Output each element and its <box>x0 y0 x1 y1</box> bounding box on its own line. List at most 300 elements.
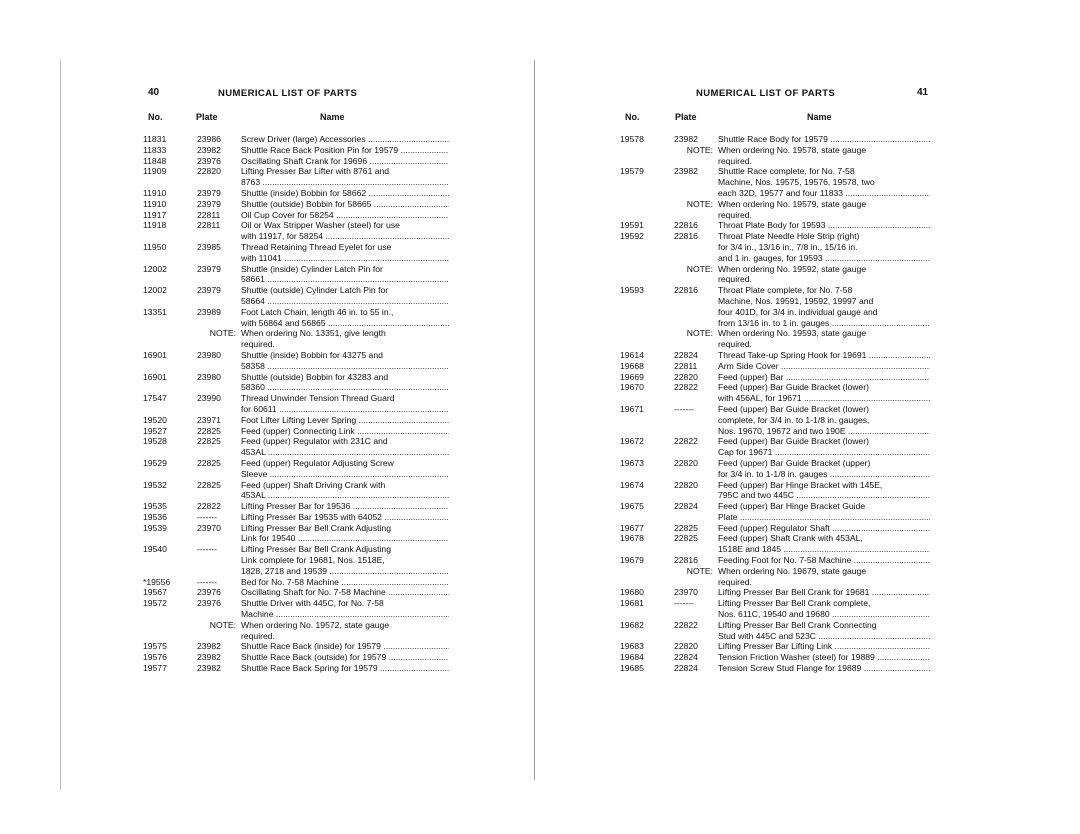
text-line: 8763 ..... <box>241 177 449 188</box>
part-number: 19532 <box>143 479 167 490</box>
right-page <box>540 0 1080 834</box>
text-line: Feed (upper) Shaft Crank with 453AL, <box>718 533 863 544</box>
part-name <box>718 350 930 361</box>
table-row <box>143 372 449 394</box>
part-number: 19674 <box>620 479 644 490</box>
table-row <box>620 285 930 328</box>
note-text <box>241 328 449 350</box>
text-line: Shuttle Driver with 445C, for No. 7-58 <box>241 598 384 609</box>
table-row <box>620 361 930 372</box>
text-line: 58358 ..... <box>241 361 449 372</box>
plate-number: 22820 <box>674 457 698 468</box>
part-number: 19672 <box>620 436 644 447</box>
table-row <box>143 156 449 167</box>
part-number: 19540 <box>143 544 167 555</box>
page-number: 41 <box>917 87 929 98</box>
part-name <box>718 663 930 674</box>
text-line: Oil or Wax Stripper Washer (steel) for use <box>241 220 400 231</box>
plate-number: ------- <box>674 598 695 609</box>
plate-number: 22825 <box>197 436 221 447</box>
part-number: 19575 <box>143 641 167 652</box>
part-number: 11831 <box>143 134 167 144</box>
text-line: four 401D, for 3/4 in. individual gauge and <box>718 306 878 317</box>
table-row <box>143 199 449 210</box>
text-line: Lifting Presser Bar Bell Crank for 19681 ..... <box>718 587 930 598</box>
plate-number: 23982 <box>674 166 698 177</box>
text-line: When ordering No. 13351, give length <box>241 328 386 339</box>
part-number: 19684 <box>620 652 644 663</box>
part-name <box>241 523 449 545</box>
text-line: Oil Cup Cover for 58254 ..... <box>241 210 449 221</box>
note-label: NOTE: <box>686 263 713 274</box>
text-line: Thread Unwinder Tension Thread Guard <box>241 393 395 404</box>
plate-number: 22825 <box>197 425 221 436</box>
plate-number: 22816 <box>674 220 698 231</box>
text-line: required. <box>718 339 752 350</box>
note-row <box>620 145 930 167</box>
plate-number: 22825 <box>197 457 221 468</box>
plate-number: 23979 <box>197 263 221 274</box>
part-name <box>241 199 449 210</box>
plate-number: 23986 <box>197 134 221 144</box>
part-number: 16901 <box>143 371 167 382</box>
note-label: NOTE: <box>686 144 713 155</box>
text-line: with 56864 and 56865 ..... <box>241 318 449 329</box>
part-number: 11909 <box>143 166 167 177</box>
text-line: Shuttle Race Back (inside) for 19579 ..... <box>241 641 449 652</box>
text-line: each 32D, 19577 and four 11833 ..... <box>718 188 930 199</box>
part-number: 19535 <box>143 501 167 512</box>
part-number: 17547 <box>143 393 167 404</box>
column-header-plate: Plate <box>196 112 218 122</box>
part-name <box>241 415 449 426</box>
plate-number: ------- <box>197 544 218 555</box>
text-line: with 11041 ..... <box>241 253 449 264</box>
text-line: Link complete for 19681, Nos. 1518E, <box>241 555 385 566</box>
text-line: Nos. 611C, 19540 and 19680 ..... <box>718 609 930 620</box>
text-line: Feed (upper) Regulator Adjusting Screw <box>241 457 394 468</box>
text-line: Lifting Presser Bar Bell Crank complete, <box>718 598 871 609</box>
part-name <box>241 436 449 458</box>
table-row <box>143 350 449 372</box>
plate-number: 23976 <box>197 155 221 166</box>
text-line: 453AL ..... <box>241 447 449 458</box>
table-row <box>620 372 930 383</box>
part-name <box>241 210 449 221</box>
table-row <box>620 458 930 480</box>
note-label: NOTE: <box>686 328 713 339</box>
part-name <box>718 436 930 458</box>
table-row <box>143 544 449 576</box>
table-row <box>143 436 449 458</box>
part-name <box>241 426 449 437</box>
part-number: 19683 <box>620 641 644 652</box>
table-row <box>143 663 449 674</box>
part-name <box>241 577 449 588</box>
part-name <box>718 587 930 598</box>
part-number: 19671 <box>620 403 644 414</box>
text-line: complete, for 3/4 in. to 1-1/8 in. gauges, <box>718 414 870 425</box>
plate-number: 22811 <box>197 209 221 220</box>
text-line: When ordering No. 19578, state gauge <box>718 144 867 155</box>
part-name <box>241 480 449 502</box>
table-row <box>620 533 930 555</box>
text-line: with 456AL, for 19671 ..... <box>718 393 930 404</box>
note-text <box>718 264 930 286</box>
text-line: Lifting Presser Bar Lifter with 8761 and <box>241 166 390 177</box>
table-row <box>143 458 449 480</box>
plate-number: 23982 <box>674 134 698 144</box>
text-line: required. <box>718 155 752 166</box>
table-row <box>620 382 930 404</box>
part-name <box>241 350 449 372</box>
plate-number: 23970 <box>674 587 698 598</box>
part-name <box>718 372 930 383</box>
part-number: *19556 <box>143 576 171 587</box>
table-row <box>143 426 449 437</box>
table-row <box>143 242 449 264</box>
text-line: Shuttle (inside) Cylinder Latch Pin for <box>241 263 383 274</box>
book-gutter <box>534 60 535 780</box>
part-number: 16901 <box>143 349 167 360</box>
text-line: 1828, 2718 and 19539 ..... <box>241 566 449 577</box>
plate-number: 22820 <box>674 371 698 382</box>
part-name <box>718 523 930 534</box>
plate-number: 23980 <box>197 349 221 360</box>
part-name <box>718 480 930 502</box>
table-row <box>143 188 449 199</box>
part-number: 12002 <box>143 285 167 296</box>
table-row <box>620 480 930 502</box>
text-line: Feed (upper) Connecting Link ..... <box>241 426 449 437</box>
table-row <box>143 134 449 145</box>
part-name <box>718 361 930 372</box>
text-line: 453AL ..... <box>241 490 449 501</box>
parts-list <box>143 134 449 674</box>
text-line: Feed (upper) Regulator with 231C and <box>241 436 388 447</box>
part-number: 19685 <box>620 663 644 674</box>
part-name <box>241 458 449 480</box>
table-row <box>620 641 930 652</box>
part-name <box>241 587 449 598</box>
text-line: required. <box>718 576 752 587</box>
text-line: Shuttle (outside) Bobbin for 43283 and <box>241 371 389 382</box>
part-name <box>718 285 930 328</box>
table-row <box>143 264 449 286</box>
plate-number: ------- <box>197 511 218 522</box>
text-line: Tension Friction Washer (steel) for 19889 ..... <box>718 652 930 663</box>
text-line: Machine, Nos. 19591, 19592, 19997 and <box>718 295 874 306</box>
part-name <box>718 166 930 198</box>
table-row <box>620 555 930 566</box>
part-name <box>241 220 449 242</box>
plate-number: 23979 <box>197 285 221 296</box>
part-number: 11910 <box>143 198 167 209</box>
part-number: 11833 <box>143 144 167 155</box>
table-row <box>620 587 930 598</box>
left-page <box>0 0 530 834</box>
part-number: 11950 <box>143 241 167 252</box>
part-name <box>718 231 930 263</box>
part-name <box>241 641 449 652</box>
table-row <box>620 436 930 458</box>
plate-number: 22824 <box>674 349 698 360</box>
column-header-name: Name <box>807 112 832 122</box>
table-row <box>143 587 449 598</box>
plate-number: 22824 <box>674 652 698 663</box>
plate-number: 23990 <box>197 393 221 404</box>
table-row <box>143 641 449 652</box>
table-row <box>620 663 930 674</box>
text-line: Feed (upper) Bar Guide Bracket (lower) <box>718 382 869 393</box>
table-row <box>620 598 930 620</box>
plate-number: ------- <box>674 403 695 414</box>
part-number: 19677 <box>620 522 644 533</box>
plate-number: 23982 <box>197 652 221 663</box>
part-name <box>241 501 449 512</box>
table-row <box>143 307 449 329</box>
text-line: Machine ..... <box>241 609 449 620</box>
text-line: Foot Latch Chain, length 46 in. to 55 in., <box>241 306 394 317</box>
note-label: NOTE: <box>209 619 236 630</box>
part-name <box>241 156 449 167</box>
text-line: Thread Retaining Thread Eyelet for use <box>241 241 392 252</box>
part-number: 19527 <box>143 425 167 436</box>
table-row <box>620 350 930 361</box>
column-header-name: Name <box>320 112 345 122</box>
text-line: required. <box>241 630 275 641</box>
plate-number: 22822 <box>674 619 698 630</box>
plate-number: 23976 <box>197 587 221 598</box>
text-line: Shuttle Race Body for 19579 ..... <box>718 134 930 145</box>
text-line: Feed (upper) Bar Hinge Bracket with 145E, <box>718 479 883 490</box>
plate-number: 22825 <box>674 533 698 544</box>
text-line: Shuttle (inside) Bobbin for 58662 ..... <box>241 188 449 199</box>
part-name <box>241 512 449 523</box>
table-row <box>620 220 930 231</box>
text-line: Lifting Presser Bar Lifting Link ..... <box>718 641 930 652</box>
text-line: 58661 ..... <box>241 274 449 285</box>
part-number: 19669 <box>620 371 644 382</box>
part-name <box>718 620 930 642</box>
text-line: Screw Driver (large) Accessories ..... <box>241 134 449 145</box>
note-row <box>143 620 449 642</box>
plate-number: 22822 <box>674 382 698 393</box>
part-number: 19678 <box>620 533 644 544</box>
plate-number: 22825 <box>197 479 221 490</box>
plate-number: 22820 <box>674 641 698 652</box>
table-row <box>143 285 449 307</box>
text-line: with 11917, for 58254 ..... <box>241 231 449 242</box>
part-number: 19577 <box>143 663 167 674</box>
text-line: for 3/4 in., 13/16 in., 7/8 in., 15/16 in. <box>718 241 858 252</box>
part-number: 19668 <box>620 360 644 371</box>
text-line: Shuttle (inside) Bobbin for 43275 and <box>241 349 383 360</box>
text-line: 1518E and 1845 ..... <box>718 544 930 555</box>
plate-number: 23979 <box>197 198 221 209</box>
text-line: 58360 ..... <box>241 382 449 393</box>
part-number: 12002 <box>143 263 167 274</box>
text-line: Feed (upper) Regulator Shaft ..... <box>718 523 930 534</box>
plate-number: 22822 <box>674 436 698 447</box>
part-name <box>718 533 930 555</box>
plate-number: 23982 <box>197 144 221 155</box>
part-name <box>241 393 449 415</box>
table-row <box>143 393 449 415</box>
table-row <box>620 652 930 663</box>
text-line: Sleeve ..... <box>241 469 449 480</box>
table-row <box>143 220 449 242</box>
column-header-no: No. <box>625 112 640 122</box>
text-line: Nos. 19670, 19672 and two 190E ..... <box>718 426 930 437</box>
page-title: NUMERICAL LIST OF PARTS <box>696 88 836 99</box>
plate-number: 23976 <box>197 598 221 609</box>
plate-number: 22825 <box>674 522 698 533</box>
part-number: 19528 <box>143 436 167 447</box>
column-header-plate: Plate <box>675 112 697 122</box>
text-line: When ordering No. 19592, state gauge <box>718 263 867 274</box>
text-line: Shuttle Race complete, for No. 7-58 <box>718 166 855 177</box>
note-label: NOTE: <box>686 565 713 576</box>
part-name <box>718 382 930 404</box>
part-name <box>718 501 930 523</box>
text-line: for 60611 ..... <box>241 404 449 415</box>
part-number: 11917 <box>143 209 167 220</box>
plate-number: 22820 <box>674 479 698 490</box>
part-number: 19576 <box>143 652 167 663</box>
part-number: 19578 <box>620 134 644 144</box>
part-name <box>241 242 449 264</box>
note-row <box>143 328 449 350</box>
part-number: 19681 <box>620 598 644 609</box>
plate-number: 22816 <box>674 231 698 242</box>
part-number: 13351 <box>143 306 167 317</box>
text-line: Oscillating Shaft for No. 7-58 Machine ..... <box>241 587 449 598</box>
plate-number: 23970 <box>197 522 221 533</box>
part-name <box>241 663 449 674</box>
plate-number: 22824 <box>674 663 698 674</box>
part-name <box>241 188 449 199</box>
table-row <box>620 166 930 198</box>
text-line: Shuttle Race Back (outside) for 19579 ..... <box>241 652 449 663</box>
note-text <box>718 145 930 167</box>
table-row <box>620 501 930 523</box>
text-line: Shuttle (outside) Cylinder Latch Pin for <box>241 285 389 296</box>
part-name <box>241 652 449 663</box>
text-line: Lifting Presser Bar Bell Crank Adjusting <box>241 544 391 555</box>
text-line: Link for 19540 ..... <box>241 533 449 544</box>
table-row <box>143 145 449 156</box>
plate-number: 23989 <box>197 306 221 317</box>
part-number: 19572 <box>143 598 167 609</box>
text-line: Feed (upper) Shaft Driving Crank with <box>241 479 386 490</box>
part-name <box>241 264 449 286</box>
part-number: 19675 <box>620 501 644 512</box>
part-number: 19680 <box>620 587 644 598</box>
part-name <box>241 145 449 156</box>
plate-number: 22820 <box>197 166 221 177</box>
text-line: When ordering No. 19572, state gauge <box>241 619 390 630</box>
text-line: When ordering No. 19679, state gauge <box>718 565 867 576</box>
part-number: 19529 <box>143 457 167 468</box>
table-row <box>143 415 449 426</box>
plate-number: 22811 <box>197 220 221 231</box>
text-line: Bed for No. 7-58 Machine ..... <box>241 577 449 588</box>
part-name <box>718 458 930 480</box>
note-row <box>620 199 930 221</box>
part-number: 19592 <box>620 231 644 242</box>
text-line: Lifting Presser Bar for 19536 ..... <box>241 501 449 512</box>
table-row <box>620 523 930 534</box>
note-row <box>620 264 930 286</box>
table-row <box>620 404 930 436</box>
part-name <box>241 372 449 394</box>
text-line: Tension Screw Stud Flange for 19889 ..... <box>718 663 930 674</box>
plate-number: 22816 <box>674 285 698 296</box>
page-title: NUMERICAL LIST OF PARTS <box>218 88 358 99</box>
table-row <box>143 598 449 620</box>
note-text <box>241 620 449 642</box>
text-line: Feeding Foot for No. 7-58 Machine ..... <box>718 555 930 566</box>
text-line: Oscillating Shaft Crank for 19696 ..... <box>241 156 449 167</box>
table-row <box>143 577 449 588</box>
part-number: 19670 <box>620 382 644 393</box>
note-row <box>620 328 930 350</box>
part-number: 19673 <box>620 457 644 468</box>
text-line: Foot Lifter Lifting Lever Spring ..... <box>241 415 449 426</box>
text-line: 795C and two 445C ..... <box>718 490 930 501</box>
text-line: Plate ..... <box>718 512 930 523</box>
part-number: 19679 <box>620 555 644 566</box>
part-number: 19591 <box>620 220 644 231</box>
text-line: Thread Take-up Spring Hook for 19691 ..... <box>718 350 930 361</box>
part-number: 19567 <box>143 587 167 598</box>
text-line: Lifting Presser Bar 19535 with 64052 ..... <box>241 512 449 523</box>
note-row <box>620 566 930 588</box>
table-row <box>620 620 930 642</box>
text-line: Arm Side Cover ..... <box>718 361 930 372</box>
text-line: Shuttle Race Back Position Pin for 19579 ..... <box>241 145 449 156</box>
plate-number: 23980 <box>197 371 221 382</box>
part-number: 11918 <box>143 220 167 231</box>
table-row <box>143 166 449 188</box>
part-number: 19593 <box>620 285 644 296</box>
plate-number: ------- <box>197 576 218 587</box>
part-number: 11848 <box>143 155 167 166</box>
text-line: When ordering No. 19579, state gauge <box>718 198 867 209</box>
table-row <box>143 652 449 663</box>
part-number: 19614 <box>620 349 644 360</box>
part-name <box>718 220 930 231</box>
text-line: for 3/4 in. to 1-1/8 in. gauges ..... <box>718 469 930 480</box>
part-name <box>241 307 449 329</box>
plate-number: 23971 <box>197 414 221 425</box>
plate-number: 22822 <box>197 501 221 512</box>
text-line: required. <box>718 209 752 220</box>
text-line: Lifting Presser Bar Bell Crank Adjusting <box>241 522 391 533</box>
text-line: from 13/16 in. to 1 in. gauges ..... <box>718 318 930 329</box>
parts-list <box>620 134 930 674</box>
text-line: Lifting Presser Bar Bell Crank Connecting <box>718 619 877 630</box>
column-header-no: No. <box>148 112 163 122</box>
part-number: 11910 <box>143 187 167 198</box>
note-label: NOTE: <box>686 198 713 209</box>
part-number: 19539 <box>143 522 167 533</box>
text-line: required. <box>718 274 752 285</box>
text-line: Machine, Nos. 19575, 19576, 19578, two <box>718 177 875 188</box>
part-name <box>241 544 449 576</box>
text-line: Feed (upper) Bar ..... <box>718 372 930 383</box>
